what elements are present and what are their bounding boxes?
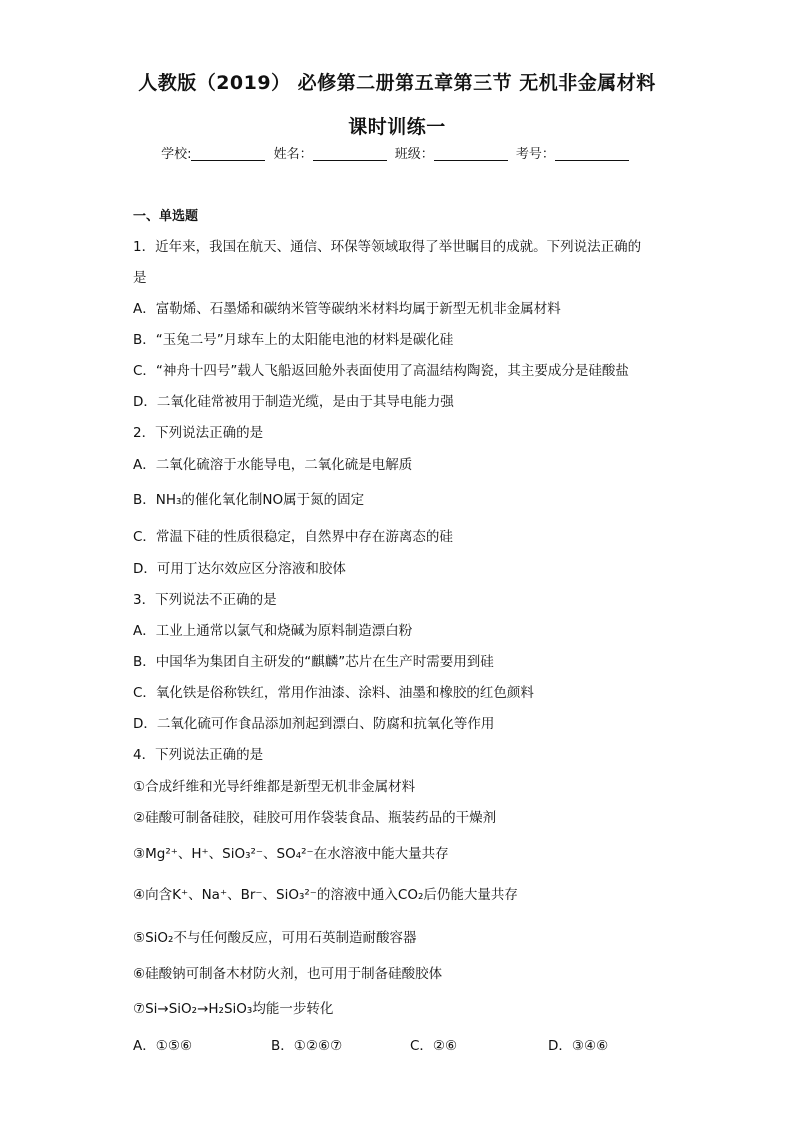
choice-a: A．①⑤⑥	[133, 1038, 193, 1054]
question-3-option-c: C．氧化铁是俗称铁红，常用作油漆、涂料、油墨和橡胶的红色颜料	[133, 685, 534, 701]
question-1-option-a: A．富勒烯、石墨烯和碳纳米管等碳纳米材料均属于新型无机非金属材料	[133, 301, 561, 317]
question-1-option-d: D．二氧化硅常被用于制造光缆，是由于其导电能力强	[133, 394, 454, 410]
question-4-statement-5: ⑤SiO₂不与任何酸反应，可用石英制造耐酸容器	[133, 930, 417, 946]
question-4-statement-1: ①合成纤维和光导纤维都是新型无机非金属材料	[133, 779, 416, 795]
question-1-option-b: B．“玉兔二号”月球车上的太阳能电池的材料是碳化硅	[133, 332, 454, 348]
number-label: 考号：	[515, 147, 555, 162]
question-3-option-a: A．工业上通常以氯气和烧碱为原料制造漂白粉	[133, 623, 413, 639]
question-3-option-d: D．二氧化硫可作食品添加剂起到漂白、防腐和抗氧化等作用	[133, 716, 495, 732]
question-3-stem: 3．下列说法不正确的是	[133, 592, 277, 608]
document-title: 人教版（2019） 必修第二册第五章第三节 无机非金属材料	[138, 72, 656, 94]
class-label: 班级：	[394, 147, 434, 162]
name-label: 姓名：	[273, 147, 313, 162]
section-heading: 一、单选题	[133, 209, 199, 224]
question-3-option-b: B．中国华为集团自主研发的“麒麟”芯片在生产时需要用到硅	[133, 654, 494, 670]
school-label: 学校:	[161, 147, 192, 162]
question-2-option-c: C．常温下硅的性质很稳定，自然界中存在游离态的硅	[133, 529, 453, 545]
question-1-stem: 1．近年来，我国在航天、通信、环保等领域取得了举世瞩目的成就。下列说法正确的	[133, 239, 642, 255]
question-4-statement-6: ⑥硅酸钠可制备木材防火剂，也可用于制备硅酸胶体	[133, 966, 443, 982]
question-1-stem-cont: 是	[133, 270, 147, 286]
question-4-statement-2: ②硅酸可制备硅胶，硅胶可用作袋装食品、瓶装药品的干燥剂	[133, 810, 497, 826]
choice-c: C．②⑥	[410, 1038, 458, 1054]
question-2-option-d: D．可用丁达尔效应区分溶液和胶体	[133, 561, 346, 577]
question-2-option-a: A．二氧化硫溶于水能导电，二氧化硫是电解质	[133, 457, 413, 473]
question-4-statement-4: ④向含K⁺、Na⁺、Br⁻、SiO₃²⁻的溶液中通入CO₂后仍能大量共存	[133, 887, 518, 903]
number-blank	[555, 146, 629, 161]
question-2-option-b: B．NH₃的催化氧化制NO属于氮的固定	[133, 492, 365, 508]
document-subtitle: 课时训练一	[348, 116, 446, 138]
student-info-row	[0, 143, 794, 162]
question-4-statement-3: ③Mg²⁺、H⁺、SiO₃²⁻、SO₄²⁻在水溶液中能大量共存	[133, 846, 449, 862]
class-blank	[434, 146, 508, 161]
name-blank	[313, 146, 387, 161]
choice-b: B．①②⑥⑦	[271, 1038, 343, 1054]
question-2-stem: 2．下列说法正确的是	[133, 425, 264, 441]
school-blank	[191, 146, 265, 161]
choice-d: D．③④⑥	[548, 1038, 609, 1054]
question-1-option-c: C．“神舟十四号”载人飞船返回舱外表面使用了高温结构陶瓷，其主要成分是硅酸盐	[133, 363, 629, 379]
question-4-statement-7: ⑦Si→SiO₂→H₂SiO₃均能一步转化	[133, 1001, 334, 1017]
question-4-stem: 4．下列说法正确的是	[133, 747, 264, 763]
